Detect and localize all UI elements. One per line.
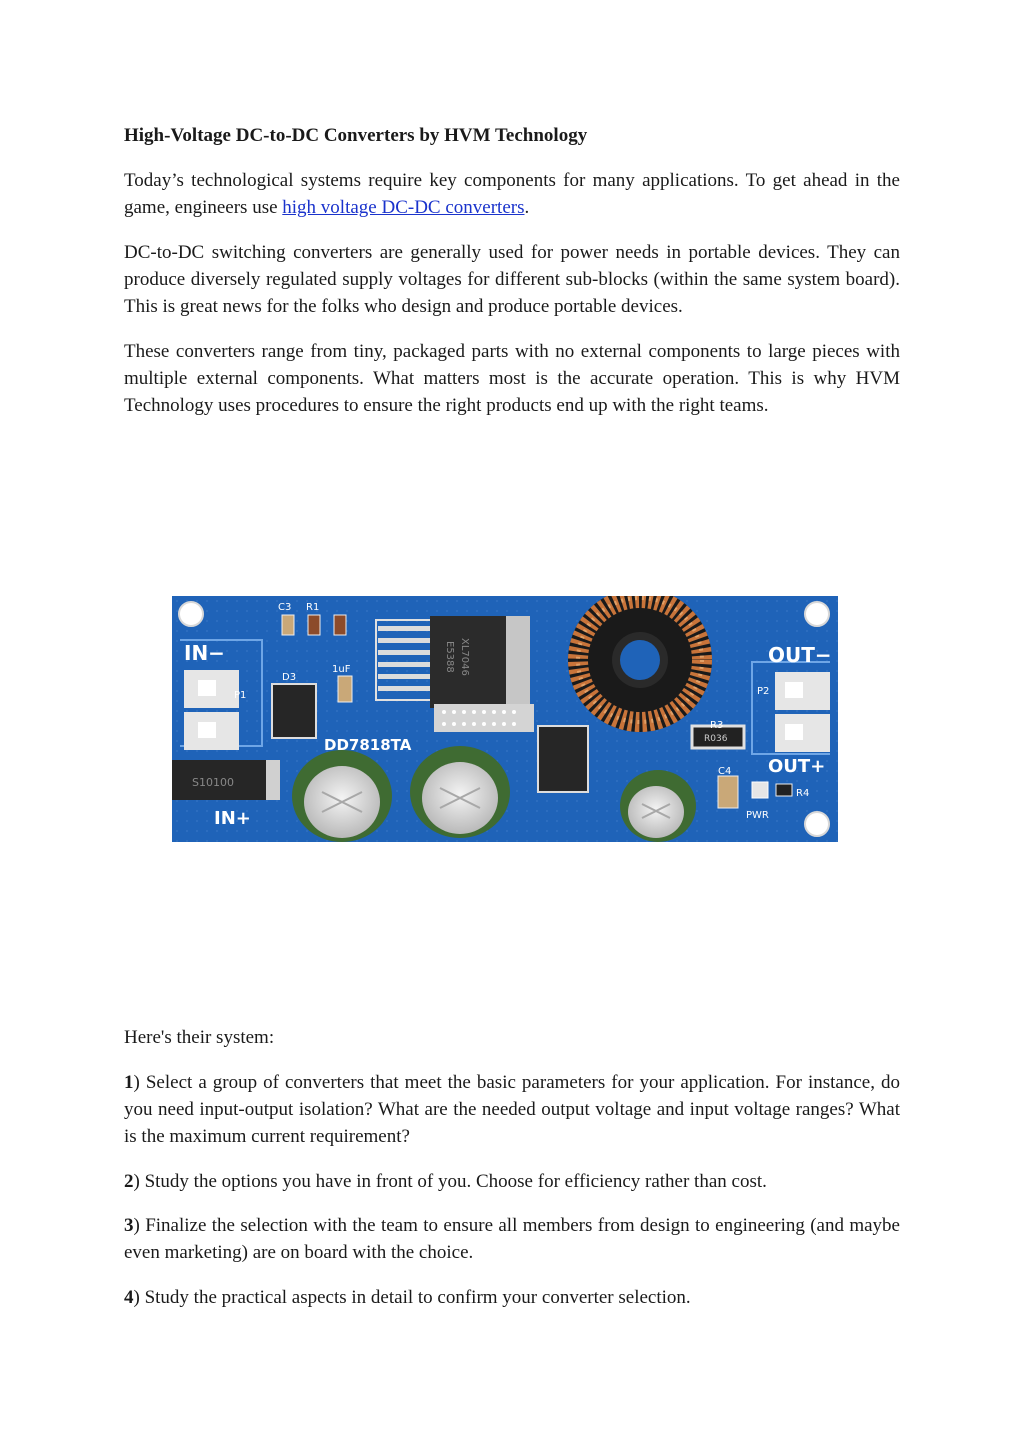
svg-text:R036: R036 xyxy=(704,734,728,744)
svg-text:R4: R4 xyxy=(796,788,810,799)
step-text: Finalize the selection with the team to ensure all members from design to engineering (and maybe even marketing) are on board with the choice. xyxy=(124,1215,900,1263)
capacitor-c4 xyxy=(718,776,738,808)
mount-hole xyxy=(805,812,829,836)
step-3: 3) Finalize the selection with the team to ensure all members from design to engineering (and maybe even marketing) are on board with the choice. xyxy=(124,1215,900,1263)
svg-text:1uF: 1uF xyxy=(332,664,351,675)
page-title: High-Voltage DC-to-DC Converters by HVM Technology xyxy=(124,125,588,146)
step-number: 4 xyxy=(124,1287,134,1308)
step-1: 1) Select a group of converters that meet the basic parameters for your application. For instance, do you need input-output isolation? What are the needed output voltage and input voltage ranges? What is the maximum current requirement? xyxy=(124,1072,900,1147)
converters-link[interactable]: high voltage DC-DC converters xyxy=(282,197,525,218)
paragraph-range: These converters range from tiny, packaged parts with no external components to large pieces with multiple external components. What matters most is the accurate operation. This is why HVM Technology uses procedures to ensure the right products end up with the right teams. xyxy=(124,341,900,416)
step-4: 4) Study the practical aspects in detail to confirm your converter selection. xyxy=(124,1287,691,1308)
step-number: 2 xyxy=(124,1171,134,1192)
intro-period: . xyxy=(524,197,530,218)
svg-text:PWR: PWR xyxy=(746,810,769,821)
schottky-diode-center xyxy=(538,726,588,792)
pwr-led xyxy=(752,782,768,798)
svg-text:D3: D3 xyxy=(282,672,297,683)
svg-text:P1: P1 xyxy=(234,690,247,701)
capacitor-1uf xyxy=(338,676,352,702)
diode-d3 xyxy=(272,684,316,738)
converter-board-image xyxy=(172,596,838,842)
label-in-plus: IN+ xyxy=(214,808,251,829)
step-text: Select a group of converters that meet the basic parameters for your application. For instance, do you need input-output isolation? What are the needed output voltage and input voltage ranges? What is the maximum current requirement? xyxy=(124,1072,900,1147)
mount-hole xyxy=(805,602,829,626)
svg-text:R3: R3 xyxy=(710,720,724,731)
label-model: DD7818TA xyxy=(324,736,412,754)
step-text: Study the options you have in front of you. Choose for efficiency rather than cost. xyxy=(139,1171,767,1192)
electrolytic-capacitor-3 xyxy=(620,770,696,842)
svg-text:XL7046: XL7046 xyxy=(459,638,470,676)
step-number: 3 xyxy=(124,1215,134,1236)
electrolytic-capacitor-1 xyxy=(292,750,392,842)
step-2: 2) Study the options you have in front of you. Choose for efficiency rather than cost. xyxy=(124,1171,767,1192)
svg-text:C4: C4 xyxy=(718,766,732,777)
svg-text:P2: P2 xyxy=(757,686,770,697)
intro-text: Today’s technological systems require key components for many applications. To get ahead in the game, engineers use xyxy=(124,170,900,218)
pcb-illustration xyxy=(172,596,838,842)
electrolytic-capacitor-2 xyxy=(410,746,510,838)
system-intro: Here's their system: xyxy=(124,1027,275,1048)
label-out-plus: OUT+ xyxy=(768,756,826,777)
label-in-minus: IN− xyxy=(184,641,225,665)
svg-text:S10100: S10100 xyxy=(192,776,234,789)
resistor-r4 xyxy=(776,784,792,796)
svg-text:C3: C3 xyxy=(278,602,292,613)
paragraph-switching: DC-to-DC switching converters are generally used for power needs in portable devices. They can produce diversely regulated supply voltages for different sub-blocks (within the same system board). This is great news for the folks who design and produce portable devices. xyxy=(124,242,900,317)
svg-text:R1: R1 xyxy=(306,602,320,613)
intro-paragraph xyxy=(124,167,900,221)
svg-text:E5388: E5388 xyxy=(444,641,455,673)
label-out-minus: OUT− xyxy=(768,643,832,667)
step-text: Study the practical aspects in detail to confirm your converter selection. xyxy=(139,1287,691,1308)
step-number: 1 xyxy=(124,1072,134,1093)
mount-hole xyxy=(179,602,203,626)
